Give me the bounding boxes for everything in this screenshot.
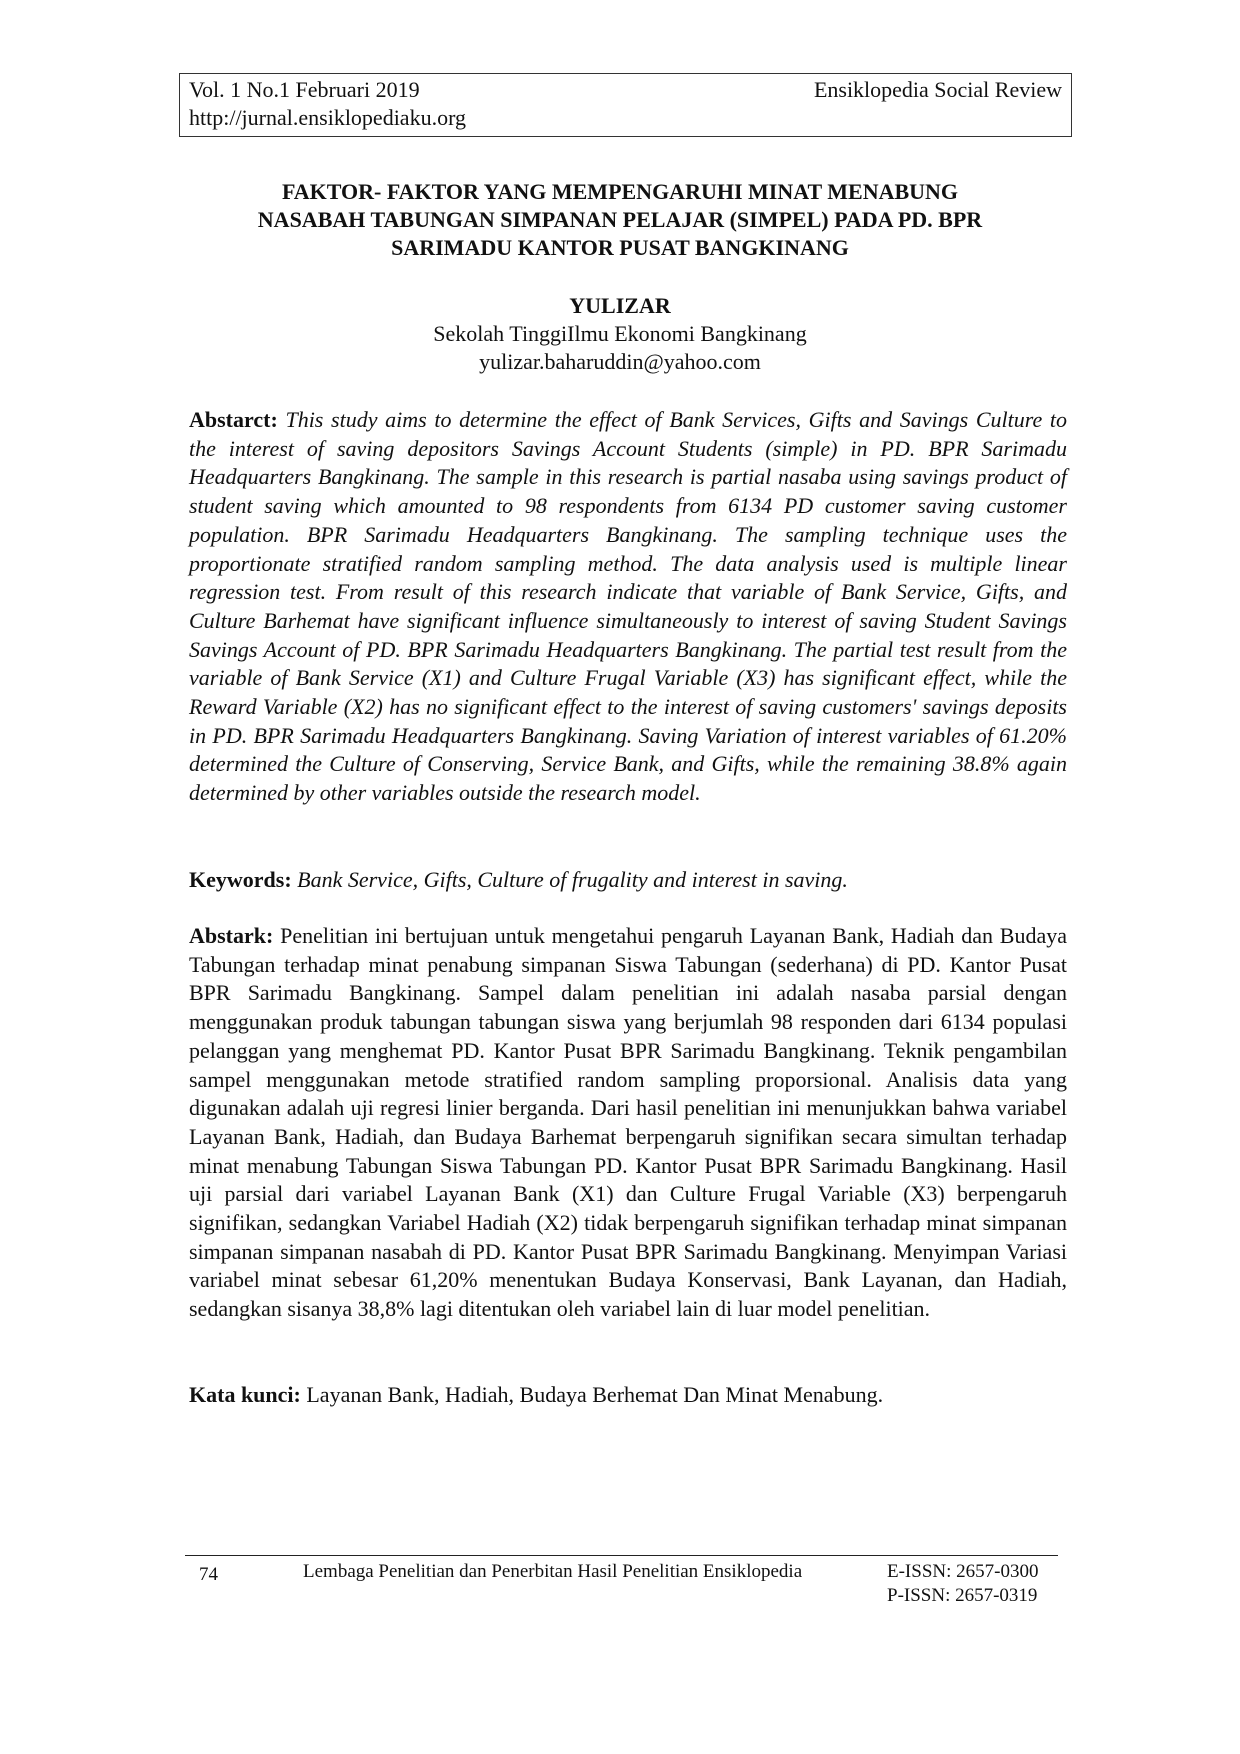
keywords-indonesian [189,1381,1067,1409]
journal-name: Ensiklopedia Social Review [813,77,1062,102]
abstract-indonesian [189,922,1067,1324]
title-line: NASABAH TABUNGAN SIMPANAN PELAJAR (SIMPEL) PADA PD. BPR [257,207,983,232]
author-name: YULIZAR [569,293,671,318]
keywords-text: Bank Service, Gifts, Culture of frugality and interest in saving. [297,867,848,892]
page-number: 74 [199,1564,218,1585]
abstract-text: Penelitian ini bertujuan untuk mengetahui pengaruh Layanan Bank, Hadiah dan Budaya Tabungan terhadap minat penabung simpanan Siswa Tabungan (sederhana) di PD. Kantor Pusat BPR Sarimadu Bangkinang. Sampel dalam penelitian ini adalah nasaba parsial dengan menggunakan produk tabungan tabungan siswa yang berjumlah 98 responden dari 6134 populasi pelanggan yang menghemat PD. Kantor Pusat BPR Sarimadu Bangkinang. Teknik pengambilan sampel menggunakan metode stratified random sampling proporsional. Analisis data yang digunakan adalah uji regresi linier berganda. Dari hasil penelitian ini menunjukkan bahwa variabel Layanan Bank, Hadiah, dan Budaya Barhemat berpengaruh signifikan secara simultan terhadap minat menabung Tabungan Siswa Tabungan PD. Kantor Pusat BPR Sarimadu Bangkinang. Hasil uji parsial dari variabel Layanan Bank (X1) dan Culture Frugal Variable (X3) berpengaruh signifikan, sedangkan Variabel Hadiah (X2) tidak berpengaruh signifikan terhadap minat simpanan simpanan simpanan nasabah di PD. Kantor Pusat BPR Sarimadu Bangkinang. Menyimpan Variasi variabel minat sebesar 61,20% menentukan Budaya Konservasi, Bank Layanan, dan Hadiah, sedangkan sisanya 38,8% lagi ditentukan oleh variabel lain di luar model penelitian. [189,923,1067,1322]
abstract-label: Abstarct: [189,407,278,432]
eissn: E-ISSN: 2657-0300 [887,1561,1039,1582]
abstract-text: This study aims to determine the effect of Bank Services, Gifts and Savings Culture to the interest of saving depositors Savings Account Students (simple) in PD. BPR Sarimadu Headquarters Bangkinang. The sample in this research is partial nasaba using savings product of student saving which amounted to 98 respondents from 6134 PD customer saving customer population. BPR Sarimadu Headquarters Bangkinang. The sampling technique uses the proportionate stratified random sampling method. The data analysis used is multiple linear regression test. From result of this research indicate that variable of Bank Service, Gifts, and Culture Barhemat have significant influence simultaneously to interest of saving Student Savings Savings Account of PD. BPR Sarimadu Headquarters Bangkinang. The partial test result from the variable of Bank Service (X1) and Culture Frugal Variable (X3) has significant effect, while the Reward Variable (X2) has no significant effect to the interest of saving customers' savings deposits in PD. BPR Sarimadu Headquarters Bangkinang. Saving Variation of interest variables of 61.20% determined the Culture of Conserving, Service Bank, and Gifts, while the remaining 38.8% again determined by other variables outside the research model. [189,407,1067,806]
volume-issue: Vol. 1 No.1 Februari 2019 [189,77,420,102]
paper-title [170,178,1070,262]
author-email[interactable]: yulizar.baharuddin@yahoo.com [479,349,761,374]
title-line: SARIMADU KANTOR PUSAT BANGKINANG [391,235,849,260]
running-header [179,73,1072,137]
footer-divider [185,1555,1058,1556]
keywords-label: Keywords: [189,867,292,892]
title-line: FAKTOR- FAKTOR YANG MEMPENGARUHI MINAT MENABUNG [281,179,959,204]
author-affiliation: Sekolah TinggiIlmu Ekonomi Bangkinang [433,321,807,346]
pissn: P-ISSN: 2657-0319 [887,1585,1038,1606]
keywords-english [189,866,1067,894]
keywords-label: Kata kunci: [189,1382,301,1407]
footer-institution: Lembaga Penelitian dan Penerbitan Hasil Penelitian Ensiklopedia [303,1561,803,1582]
abstract-english [189,406,1067,808]
keywords-text: Layanan Bank, Hadiah, Budaya Berhemat Dan Minat Menabung. [306,1382,884,1407]
journal-url[interactable]: http://jurnal.ensiklopediaku.org [189,105,466,130]
abstract-label: Abstark: [189,923,274,948]
